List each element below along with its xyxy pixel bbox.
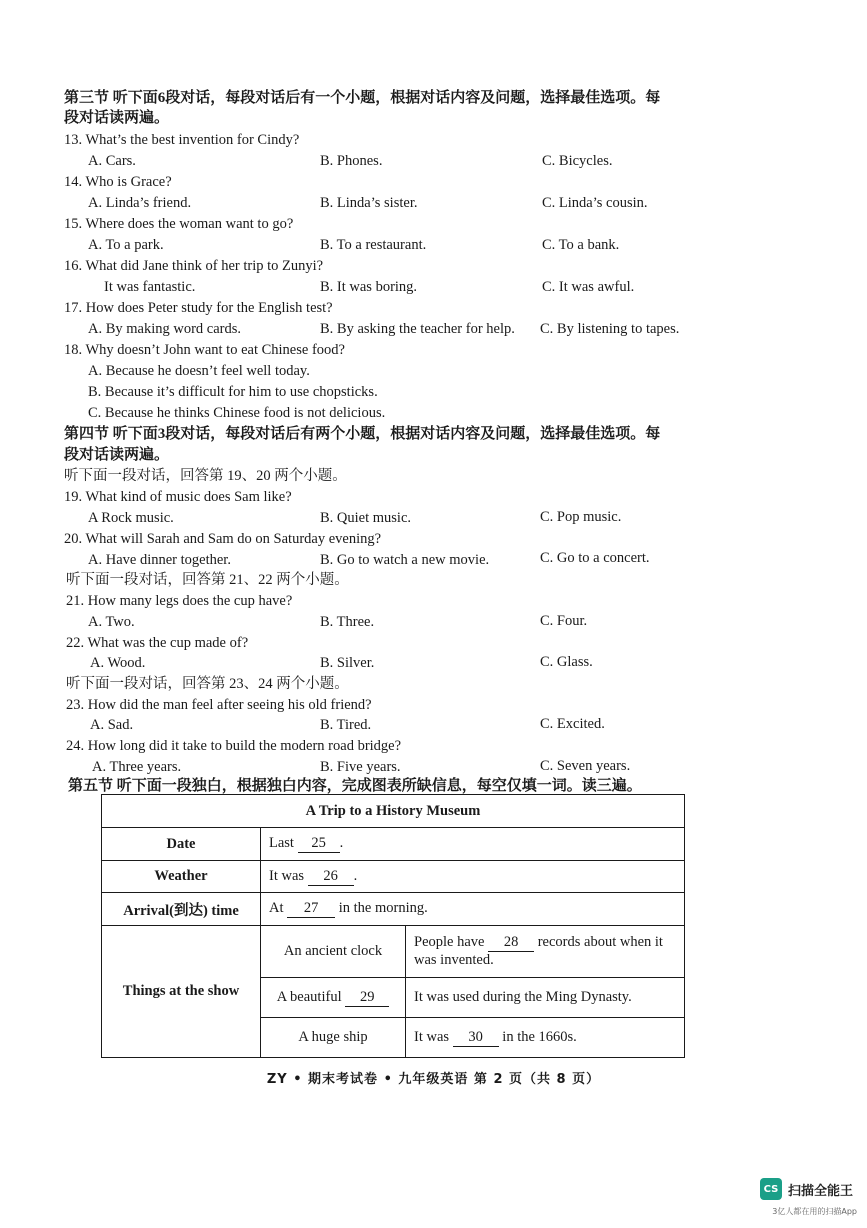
page-footer: ZY • 期末考试卷 • 九年级英语 第 2 页（共 8 页） bbox=[266, 1072, 601, 1087]
section4-heading-line2: 段对话读两遍。 bbox=[64, 447, 170, 463]
question-23: 23. How did the man feel after seeing his old friend? bbox=[66, 697, 372, 713]
table-title: A Trip to a History Museum bbox=[102, 795, 685, 828]
watermark-name: 扫描全能王 bbox=[787, 1183, 853, 1199]
option-24a: A. Three years. bbox=[92, 759, 182, 775]
weather-label: Weather bbox=[102, 861, 261, 893]
option-18c: C. Because he thinks Chinese food is not delicious. bbox=[88, 405, 386, 421]
table-row bbox=[102, 795, 685, 828]
ship-item: A huge ship bbox=[261, 1018, 406, 1058]
option-16b: B. It was boring. bbox=[320, 279, 418, 295]
option-19c: C. Pop music. bbox=[540, 509, 622, 525]
section4-intro-21-22: 听下面一段对话，回答第 21、22 两个小题。 bbox=[66, 572, 349, 588]
option-23a: A. Sad. bbox=[90, 717, 134, 733]
option-17a: A. By making word cards. bbox=[88, 321, 242, 337]
beautiful-desc: It was used during the Ming Dynasty. bbox=[406, 978, 685, 1018]
option-19b: B. Quiet music. bbox=[320, 510, 412, 526]
blank-26: 26 bbox=[308, 868, 354, 886]
question-14: 14. Who is Grace? bbox=[64, 174, 172, 190]
weather-suffix: . bbox=[353, 867, 358, 884]
question-16: 16. What did Jane think of her trip to Zunyi? bbox=[64, 258, 324, 274]
option-21a: A. Two. bbox=[88, 614, 135, 630]
option-24b: B. Five years. bbox=[320, 759, 401, 775]
option-21b: B. Three. bbox=[320, 614, 375, 630]
question-22: 22. What was the cup made of? bbox=[66, 635, 249, 651]
option-14b: B. Linda’s sister. bbox=[320, 195, 418, 211]
option-13c: C. Bicycles. bbox=[542, 153, 613, 169]
arrival-prefix: At bbox=[269, 900, 284, 916]
section4-intro-19-20: 听下面一段对话，回答第 19、20 两个小题。 bbox=[64, 468, 347, 484]
option-23b: B. Tired. bbox=[320, 717, 372, 733]
table-row bbox=[102, 861, 685, 893]
date-label: Date bbox=[102, 828, 261, 861]
question-20: 20. What will Sarah and Sam do on Saturday evening? bbox=[64, 531, 382, 547]
beautiful-item-cell bbox=[261, 978, 406, 1018]
question-17: 17. How does Peter study for the English test? bbox=[64, 300, 333, 316]
question-13: 13. What’s the best invention for Cindy? bbox=[64, 132, 300, 148]
weather-prefix: It was bbox=[269, 867, 305, 884]
option-13b: B. Phones. bbox=[320, 153, 383, 169]
option-22a: A. Wood. bbox=[90, 655, 146, 671]
blank-30: 30 bbox=[453, 1029, 499, 1047]
blank-29: 29 bbox=[345, 989, 389, 1007]
blank-25: 25 bbox=[298, 835, 340, 853]
section4-intro-23-24: 听下面一段对话，回答第 23、24 两个小题。 bbox=[66, 676, 349, 692]
question-18: 18. Why doesn’t John want to eat Chinese food? bbox=[64, 342, 345, 358]
section5-heading: 第五节 听下面一段独白，根据独白内容，完成图表所缺信息，每空仅填一词。读三遍。 bbox=[68, 778, 642, 794]
ship-prefix: It was bbox=[414, 1028, 450, 1045]
clock-suffix: records about when it was invented. bbox=[414, 934, 663, 968]
things-label: Things at the show bbox=[102, 926, 261, 1058]
date-cell bbox=[261, 828, 685, 861]
option-23c: C. Excited. bbox=[540, 716, 605, 732]
option-13a: A. Cars. bbox=[88, 153, 136, 169]
option-17c: C. By listening to tapes. bbox=[540, 321, 680, 337]
blank-27: 27 bbox=[287, 900, 335, 918]
option-16a: It was fantastic. bbox=[104, 279, 196, 295]
date-prefix: Last bbox=[269, 835, 294, 851]
option-15a: A. To a park. bbox=[88, 237, 164, 253]
blank-28: 28 bbox=[488, 934, 534, 952]
weather-cell bbox=[261, 861, 685, 893]
option-19a: A Rock music. bbox=[88, 510, 174, 526]
option-15b: B. To a restaurant. bbox=[320, 237, 427, 253]
option-20c: C. Go to a concert. bbox=[540, 550, 650, 566]
section3-heading-line1: 第三节 听下面6段对话，每段对话后有一个小题，根据对话内容及问题，选择最佳选项。每 bbox=[64, 90, 661, 106]
option-22b: B. Silver. bbox=[320, 655, 375, 671]
question-19: 19. What kind of music does Sam like? bbox=[64, 489, 292, 505]
question-24: 24. How long did it take to build the modern road bridge? bbox=[66, 738, 402, 754]
option-18b: B. Because it’s difficult for him to use chopsticks. bbox=[88, 384, 378, 400]
date-suffix: . bbox=[339, 835, 344, 851]
section3-heading-line2: 段对话读两遍。 bbox=[64, 110, 170, 126]
question-21: 21. How many legs does the cup have? bbox=[66, 593, 293, 609]
arrival-suffix: in the morning. bbox=[338, 900, 428, 916]
option-14a: A. Linda’s friend. bbox=[88, 195, 192, 211]
beautiful-prefix: A beautiful bbox=[276, 988, 342, 1005]
ship-suffix: in the 1660s. bbox=[502, 1028, 577, 1045]
option-21c: C. Four. bbox=[540, 613, 588, 629]
clock-prefix: People have bbox=[414, 934, 485, 950]
option-14c: C. Linda’s cousin. bbox=[542, 195, 648, 211]
option-20a: A. Have dinner together. bbox=[88, 552, 231, 568]
table-row bbox=[102, 828, 685, 861]
option-24c: C. Seven years. bbox=[540, 758, 631, 774]
ship-desc-cell bbox=[406, 1018, 685, 1058]
option-15c: C. To a bank. bbox=[542, 237, 620, 253]
question-15: 15. Where does the woman want to go? bbox=[64, 216, 294, 232]
option-16c: C. It was awful. bbox=[542, 279, 635, 295]
camscanner-logo-icon: CS bbox=[760, 1178, 782, 1200]
clock-item: An ancient clock bbox=[261, 926, 406, 978]
watermark-tagline: 3亿人都在用的扫描App bbox=[772, 1207, 857, 1216]
clock-desc-cell bbox=[406, 926, 685, 978]
table-row bbox=[102, 926, 685, 978]
arrival-label: Arrival(到达) time bbox=[102, 893, 261, 926]
option-17b: B. By asking the teacher for help. bbox=[320, 321, 515, 337]
option-18a: A. Because he doesn’t feel well today. bbox=[88, 363, 310, 379]
arrival-cell bbox=[261, 893, 685, 926]
scanner-watermark bbox=[760, 1178, 853, 1200]
museum-trip-table bbox=[101, 794, 685, 1058]
option-20b: B. Go to watch a new movie. bbox=[320, 552, 490, 568]
table-row bbox=[102, 893, 685, 926]
option-22c: C. Glass. bbox=[540, 654, 593, 670]
section4-heading-line1: 第四节 听下面3段对话，每段对话后有两个小题，根据对话内容及问题，选择最佳选项。每 bbox=[64, 426, 661, 442]
